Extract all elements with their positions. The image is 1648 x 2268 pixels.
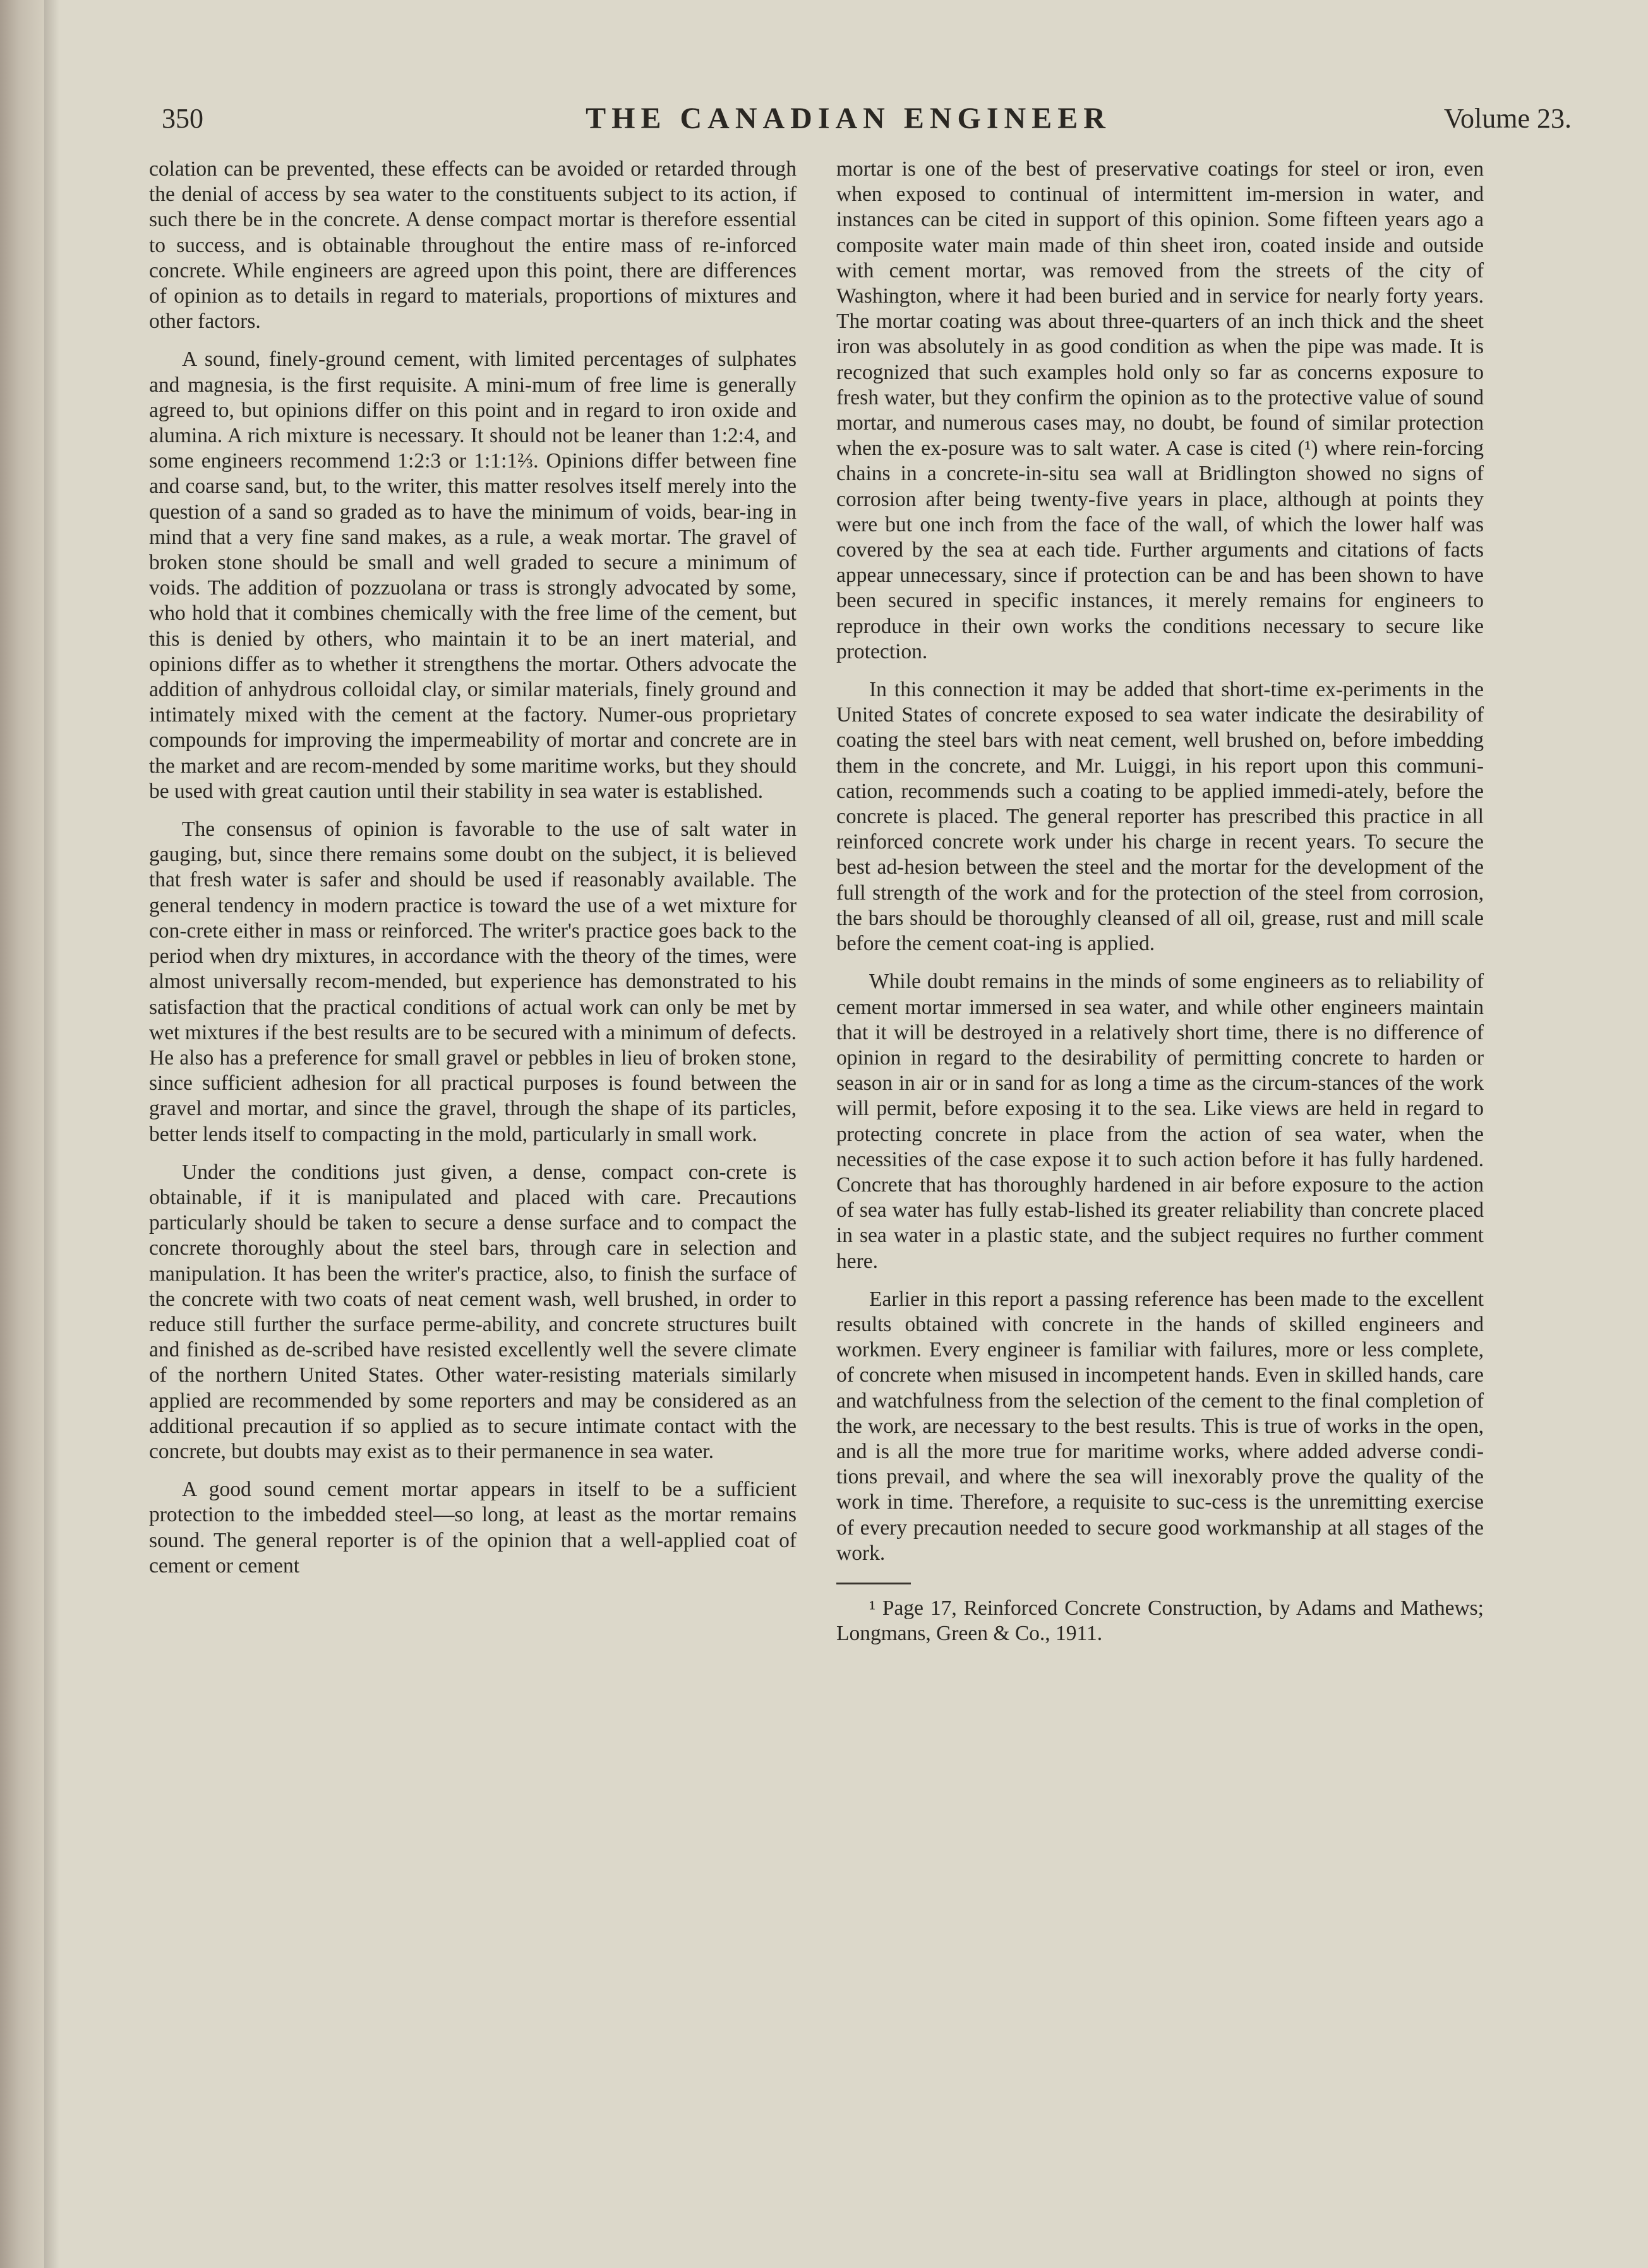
right-column [836, 157, 1484, 1659]
gutter-shadow [44, 0, 59, 2268]
paragraph: While doubt remains in the minds of some engineers as to reliability of cement mortar immersed in sea water, and while other engineers maintain that it will be destroyed in a relatively short time, there is no difference of opinion in regard to the desirability of permitting concrete to harden or season in air or in sand for as long a time as the circum-stances of the work will permit, before exposing it to the sea. Like views are held in regard to protecting concrete in place from the action of sea water, when the necessities of the case expose it to such action before it has fully hardened. Concrete that has thoroughly hardened in air before exposure to the action of sea water has fully estab-lished its greater reliability than concrete placed in sea water in a plastic state, and the subject requires no further comment here. [836, 970, 1484, 1273]
paragraph: The consensus of opinion is favorable to the use of salt water in gauging, but, since there remains some doubt on the subject, it is believed that fresh water is safer and should be used if reasonably available. The general tendency in modern practice is toward the use of a wet mixture for con-crete either in mass or reinforced. The writer's practice goes back to the period when dry mixtures, in accordance with the theory of the times, were almost universally recom-mended, but experience has demonstrated to his satisfaction that the practical conditions of actual work can only be met by wet mixtures if the best results are to be secured with a minimum of defects. He also has a preference for small gravel or pebbles in lieu of broken stone, since sufficient adhesion for all practical purposes is found between the gravel and mortar, and since the gravel, through the shape of its particles, better lends itself to compacting in the mold, particularly in small work. [149, 817, 797, 1146]
footnote: ¹ Page 17, Reinforced Concrete Construction, by Adams and Mathews; Longmans, Green & Co., 1911. [836, 1596, 1484, 1646]
paragraph: A good sound cement mortar appears in itself to be a sufficient protection to the imbedded steel—so long, at least as the mortar remains sound. The general reporter is of the opinion that a well-applied coat of cement or cement [149, 1478, 797, 1577]
journal-title: THE CANADIAN ENGINEER [586, 102, 1111, 135]
footnote-rule [836, 1583, 911, 1584]
paragraph: Under the conditions just given, a dense, compact con-crete is obtainable, if it is manipulated and placed with care. Precautions particularly should be taken to secure a dense surface and to compact the concrete thoroughly about the steel bars, through care in selection and manipulation. It has been the writer's practice, also, to finish the surface of the concrete with two coats of neat cement wash, well brushed, in order to reduce still further the surface perme-ability, and concrete structures built and finished as de-scribed have resisted excellently well the severe climate of the northern United States. Other water-resisting materials similarly applied are recommended by some reporters and may be considered as an additional precaution if so applied as to secure intimate contact with the concrete, but doubts may exist as to their permanence in sea water. [149, 1160, 797, 1463]
left-column [149, 157, 797, 1591]
page-number: 350 [162, 103, 203, 134]
paragraph: Earlier in this report a passing reference has been made to the excellent results obtained with concrete in the hands of skilled engineers and workmen. Every engineer is familiar with failures, more or less complete, of concrete when misused in incompetent hands. Even in skilled hands, care and watchfulness from the selection of the cement to the final completion of the work, are necessary to the best results. This is true of works in the open, and is all the more true for maritime works, where added adverse condi-tions prevail, and where the sea will inexorably prove the quality of the work in time. Therefore, a requisite to suc-cess is the unremitting exercise of every precaution needed to secure good workmanship at all stages of the work. [836, 1287, 1484, 1565]
volume-label: Volume 23. [1443, 103, 1572, 134]
paragraph: A sound, finely-ground cement, with limited percentages of sulphates and magnesia, is the first requisite. A mini-mum of free lime is generally agreed to, but opinions differ on this point and in regard to iron oxide and alumina. A rich mixture is necessary. It should not be leaner than 1:2:4, and some engineers recommend 1:2:3 or 1:1:1⅔. Opinions differ between fine and coarse sand, but, to the writer, this matter resolves itself merely into the question of a sand so graded as to have the minimum of voids, bear-ing in mind that a very fine sand makes, as a rule, a weak mortar. The gravel of broken stone should be small and well graded to secure a minimum of voids. The addition of pozzuolana or trass is strongly advocated by some, who hold that it combines chemically with the free lime of the cement, but this is denied by others, who maintain it to be an inert material, and opinions differ as to whether it strengthens the mortar. Others advocate the addition of anhydrous colloidal clay, or similar materials, finely ground and intimately mixed with the cement at the factory. Numer-ous proprietary compounds for improving the impermeability of mortar and concrete are in the market and are recom-mended by some maritime works, but they should be used with great caution until their stability in sea water is established. [149, 347, 797, 803]
running-header [125, 101, 1572, 145]
paragraph: mortar is one of the best of preservative coatings for steel or iron, even when exposed to continual of intermittent im-mersion in water, and instances can be cited in support of this opinion. Some fifteen years ago a composite water main made of thin sheet iron, coated inside and outside with cement mortar, was removed from the streets of the city of Washington, where it had been buried and in service for nearly forty years. The mortar coating was about three-quarters of an inch thick and the sheet iron was absolutely in as good condition as when the pipe was made. It is recognized that such examples hold only so far as concerns exposure to fresh water, but they confirm the opinion as to the protective value of sound mortar, and numerous cases may, no doubt, be found of similar protection when the ex-posure was to salt water. A case is cited (¹) where rein-forcing chains in a concrete-in-situ sea wall at Bridlington showed no signs of corrosion after being twenty-five years in place, although at points they were but one inch from the face of the wall, of which the lower half was covered by the sea at each tide. Further arguments and citations of facts appear unnecessary, since if protection can be and has been shown to have been secured in specific instances, it merely remains for engineers to reproduce in their own works the conditions necessary to secure like protection. [836, 157, 1484, 663]
book-binding-edge [0, 0, 44, 2268]
paragraph: In this connection it may be added that short-time ex-periments in the United States of concrete exposed to sea water indicate the desirability of coating the steel bars with neat cement, well brushed on, before imbedding them in the concrete, and Mr. Luiggi, in his report upon this communi-cation, recommends such a coating to be applied immedi-ately, before the concrete is placed. The general reporter has prescribed this practice in all reinforced concrete work under his charge in recent years. To secure the best ad-hesion between the steel and the mortar for the development of the full strength of the work and for the protection of the steel from corrosion, the bars should be thoroughly cleansed of all oil, grease, rust and mill scale before the cement coat-ing is applied. [836, 678, 1484, 956]
paragraph: colation can be prevented, these effects can be avoided or retarded through the denial of access by sea water to the constituents subject to its action, if such there be in the concrete. A dense compact mortar is therefore essential to success, and is obtainable throughout the entire mass of re-inforced concrete. While engineers are agreed upon this point, there are differences of opinion as to details in regard to materials, proportions of mixtures and other factors. [149, 157, 797, 334]
